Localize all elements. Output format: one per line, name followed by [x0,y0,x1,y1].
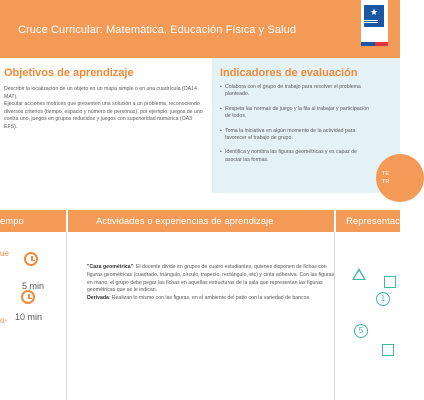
logo-stripe-red [375,42,389,46]
number-icon: 5 [354,324,368,338]
objetivos-title: Objetivos de aprendizaje [4,67,134,79]
activity-text: : El docente divide en grupos de cuatro estudiantes, quienes disponen de fichas con figuras geométricas (cuadrado, triángulo, círculo, trapecio, rectángulo, etc) y cinta adhesiva. Con las figuras en mano, el grupo debe pegar las fichas en aquellas estructuras de la sala que representan las figuras geométricas que se le indican. [87,264,335,294]
badge-text-2: TR [382,179,390,185]
ministry-logo [361,0,388,46]
activity-text-2: : Realizan lo mismo con las figuras, en el ambiente del patio con la variedad de bancos. [108,295,311,302]
cropped-text: o- [0,316,8,325]
header-divider [334,210,336,232]
actividades-header: Actividades o experiencias de aprendizaje [96,216,274,227]
header-bar [0,0,400,58]
indicadores-title: Indicadores de evaluación [220,67,358,79]
activity-paragraph-1 [87,264,337,295]
indicador-item: • Toma la iniciativa en algún momento de la actividad para favorecer el trabajo de grupo. [220,128,370,143]
objetivo-paragraph-2: Ejecutar acciones motrices que presenten una solución a un problema, reconociendo diversos criterios (tiempo, espacio y número de personas), por ejemplo: juegos de uno contra uno, juegos en grupos reducidos y juegos con superioridad numérica (OA3 EFS). [4,101,203,130]
triangle-shape-icon [352,268,366,280]
star-icon: ★ [370,7,379,17]
square-shape-icon [382,344,394,356]
number-icon: 1 [376,292,390,306]
cropped-text: ue [0,249,9,258]
activity-description [87,264,337,303]
representacion-header: Representació [346,216,408,227]
objetivo-paragraph-1: Describir la localización de un objeto en un mapa simple o en una cuadrícula (OA14 MAT). [4,86,197,100]
clock-icon [24,252,38,266]
column-divider [334,232,335,400]
column-divider [66,232,67,400]
objetivos-body [4,86,206,132]
indicadores-panel [212,58,400,193]
activity-paragraph-2 [87,295,337,303]
table-header [0,210,408,232]
square-shape-icon [384,276,396,288]
duration-label: 5 min [22,281,45,291]
objetivos-panel [0,58,210,193]
indicador-item: • Identifica y nombra las figuras geométricas y es capaz de asociar las formas. [220,149,370,164]
logo-stripe-blue [361,42,375,46]
orange-badge [376,154,424,202]
logo-lines [364,19,384,25]
badge-text-1: TE [382,171,390,177]
header-divider [66,210,68,232]
activity-label: "Caza geométrica" [87,264,134,270]
page-title: Cruce Curricular: Matemática, Educación Física y Salud [18,24,297,36]
activity-label-2: Derivada [87,295,109,302]
clock-icon [21,290,35,304]
duration-label: 10 min [15,312,43,322]
indicador-item: • Respeta las normas de juego y la fila al trabajar y participación de todos. [220,106,370,121]
tiempo-header: empo [0,216,24,227]
indicador-item: • Colabora con el grupo de trabajo para resolver el problema planteado. [220,84,370,99]
indicadores-list [220,84,370,171]
